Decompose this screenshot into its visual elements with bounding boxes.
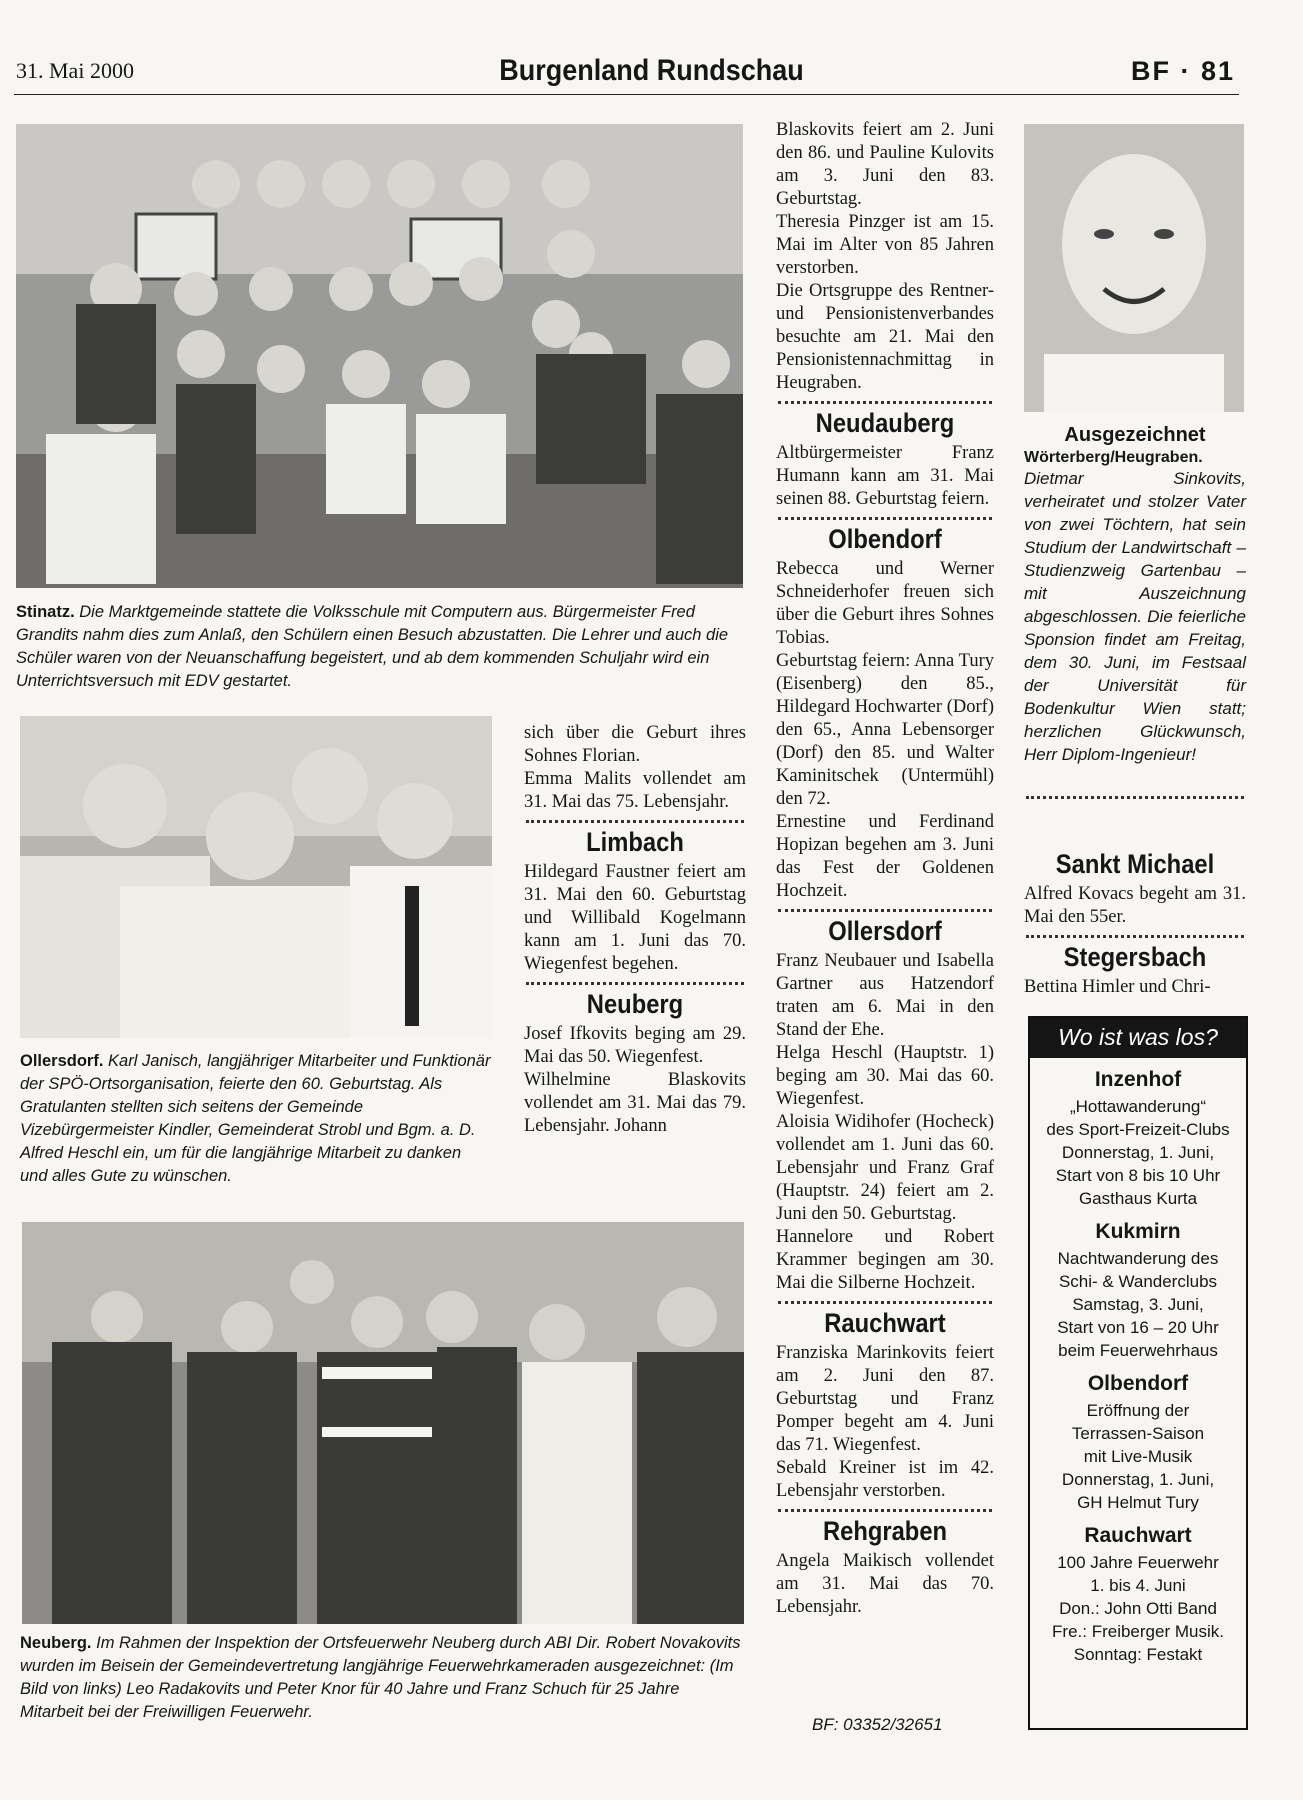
event-item bbox=[1030, 1068, 1246, 1210]
paragraph: Emma Malits vollendet am 31. Mai das 75. Lebensjahr. bbox=[524, 769, 746, 812]
section-heading: Neuberg bbox=[586, 989, 684, 1019]
event-line: Nachtwanderung des bbox=[1057, 1249, 1219, 1268]
dotted-divider bbox=[778, 1509, 992, 1512]
dotted-divider bbox=[778, 401, 992, 404]
event-line: Schi- & Wanderclubs bbox=[1058, 1272, 1218, 1291]
caption-stinatz bbox=[16, 601, 743, 693]
paragraph: Rebecca und Werner Schneiderhofer freuen sich über die Geburt ihres Sohnes Tobias. bbox=[776, 559, 994, 648]
paragraph: Ernestine und Ferdinand Hopizan begehen am 3. Juni das Fest der Goldenen Hochzeit. bbox=[776, 812, 994, 901]
paragraph: Theresia Pinzger ist am 15. Mai im Alter von 85 Jahren verstorben. bbox=[776, 212, 994, 278]
paragraph: Angela Maikisch vollendet am 31. Mai das 70. Lebensjahr. bbox=[776, 1551, 994, 1617]
caption-place: Ollersdorf. bbox=[20, 1052, 104, 1070]
event-place: Inzenhof bbox=[1094, 1068, 1182, 1091]
paragraph: Franziska Marinkovits feiert am 2. Juni den 87. Geburtstag und Franz Pomper begeht am 4. Juni das 71. Wiegenfest. bbox=[776, 1343, 994, 1455]
paragraph: Altbürgermeister Franz Humann kann am 31. Mai seinen 88. Geburtstag feiern. bbox=[776, 443, 994, 509]
event-item bbox=[1030, 1524, 1246, 1666]
paragraph: sich über die Geburt ihres Sohnes Florian. bbox=[524, 723, 746, 766]
caption-place: Stinatz. bbox=[16, 603, 75, 621]
column-right bbox=[776, 119, 994, 1619]
column-side bbox=[1024, 424, 1246, 803]
event-line: 1. bis 4. Juni bbox=[1090, 1576, 1186, 1595]
event-line: beim Feuerwehrhaus bbox=[1058, 1341, 1218, 1360]
dotted-divider bbox=[1026, 796, 1244, 799]
section-heading: Olbendorf bbox=[828, 524, 942, 554]
event-line: Donnerstag, 1. Juni, bbox=[1061, 1143, 1215, 1162]
event-line: Samstag, 3. Juni, bbox=[1072, 1295, 1204, 1314]
caption-ollersdorf bbox=[20, 1050, 492, 1188]
section-heading: Neudauberg bbox=[815, 408, 955, 438]
event-line: Fre.: Freiberger Musik. bbox=[1052, 1622, 1224, 1641]
page-number: BF · 81 bbox=[1130, 56, 1235, 86]
event-place: Rauchwart bbox=[1084, 1524, 1192, 1547]
phone-number: BF: 03352/32651 bbox=[812, 1715, 943, 1734]
dotted-divider bbox=[778, 1301, 992, 1304]
dotted-divider bbox=[778, 517, 992, 520]
section-heading: Ausgezeichnet bbox=[1064, 424, 1206, 446]
event-place: Olbendorf bbox=[1087, 1372, 1189, 1395]
dotted-divider bbox=[778, 909, 992, 912]
photo-ollersdorf bbox=[20, 716, 492, 1038]
event-line: mit Live-Musik bbox=[1083, 1447, 1193, 1466]
events-box bbox=[1028, 1016, 1248, 1730]
photo-portrait-sinkovits bbox=[1024, 124, 1244, 412]
paragraph: Franz Neubauer und Isabella Gartner aus Hatzendorf traten am 6. Mai in den Stand der Ehe. bbox=[776, 951, 994, 1040]
column-middle bbox=[524, 722, 746, 1138]
event-line: Terrassen-Saison bbox=[1071, 1424, 1205, 1443]
event-line: Start von 16 – 20 Uhr bbox=[1057, 1318, 1219, 1337]
section-heading: Sankt Michael bbox=[1055, 849, 1215, 879]
paragraph: Sebald Kreiner ist im 42. Lebensjahr verstorben. bbox=[776, 1458, 994, 1501]
caption-place: Neuberg. bbox=[20, 1634, 92, 1652]
paragraph: Bettina Himler und Chri- bbox=[1024, 977, 1211, 997]
event-line: Donnerstag, 1. Juni, bbox=[1061, 1470, 1215, 1489]
event-line: GH Helmut Tury bbox=[1077, 1493, 1199, 1512]
section-heading: Rauchwart bbox=[824, 1308, 946, 1338]
event-line: des Sport-Freizeit-Clubs bbox=[1046, 1120, 1230, 1139]
paragraph: Helga Heschl (Hauptstr. 1) beging am 30. Mai das 60. Wiegenfest. bbox=[776, 1043, 994, 1109]
paragraph: Die Ortsgruppe des Rentner- und Pensionistenverbandes besuchte am 21. Mai den Pensionistennachmittag in Heugraben. bbox=[776, 281, 994, 393]
dotted-divider bbox=[1026, 935, 1244, 938]
header-rule bbox=[14, 94, 1239, 95]
event-item bbox=[1030, 1372, 1246, 1514]
paragraph: Hannelore und Robert Krammer begingen am 30. Mai die Silberne Hochzeit. bbox=[776, 1227, 994, 1293]
caption-text: Die Marktgemeinde stattete die Volksschule mit Computern aus. Bürgermeister Fred Grandits nahm dies zum Anlaß, den Schülern einen Besuch abzustatten. Die Lehrer und auch die Schüler waren von der Neuanschaffung begeistert, und ab dem kommenden Schuljahr wird ein Unterrichtsversuch mit EDV gestartet. bbox=[16, 603, 729, 690]
event-line: Don.: John Otti Band bbox=[1059, 1599, 1217, 1618]
paragraph: Blaskovits feiert am 2. Juni den 86. und Pauline Kulovits am 3. Juni den 83. Geburtstag. bbox=[776, 120, 994, 209]
dotted-divider bbox=[526, 820, 744, 823]
paragraph: Hildegard Faustner feiert am 31. Mai den 60. Geburtstag und Willibald Kogelmann kann am 1. Juni das 70. Wiegenfest begehen. bbox=[524, 862, 746, 974]
paragraph: Aloisia Widihofer (Hocheck) vollendet am 1. Juni das 60. Lebensjahr und Franz Graf (Hauptstr. 24) feiert am 2. Juni den 50. Geburtstag. bbox=[776, 1112, 994, 1224]
event-line: „Hottawanderung“ bbox=[1069, 1097, 1207, 1116]
event-line: 100 Jahre Feuerwehr bbox=[1057, 1553, 1219, 1572]
issue-date: 31. Mai 2000 bbox=[16, 58, 134, 83]
paragraph: Wilhelmine Blaskovits vollendet am 31. Mai das 79. Lebensjahr. Johann bbox=[524, 1070, 746, 1136]
section-heading: Limbach bbox=[586, 827, 684, 857]
event-line: Eröffnung der bbox=[1086, 1401, 1190, 1420]
photo-neuberg-firefighters bbox=[22, 1222, 744, 1624]
photo-stinatz-class bbox=[16, 124, 743, 588]
dotted-divider bbox=[526, 982, 744, 985]
section-heading: Ollersdorf bbox=[828, 916, 942, 946]
award-place: Wörterberg/Heugraben. bbox=[1024, 449, 1203, 466]
paragraph: Geburtstag feiern: Anna Tury (Eisenberg) den 85., Hildegard Hochwarter (Dorf) den 65., Anna Lebensorger (Dorf) den 85. und Walter Kaminitschek (Untermühl) den 72. bbox=[776, 651, 994, 809]
event-item bbox=[1030, 1220, 1246, 1362]
caption-text: Karl Janisch, langjähriger Mitarbeiter und Funktionär der SPÖ-Ortsorganisation, feierte den 60. Geburtstag. Als Gratulanten stellten sich seitens der Gemeinde Vizebürgermeister Kindler, Gemeinderat Strobl und Bgm. a. D. Alfred Heschl ein, um für die langjährige Mitarbeit zu danken und alles Gute zu wünschen. bbox=[20, 1052, 491, 1185]
section-heading: Rehgraben bbox=[822, 1516, 948, 1546]
newspaper-title: Burgenland Rundschau bbox=[499, 54, 804, 87]
paragraph: Josef Ifkovits beging am 29. Mai das 50. Wiegenfest. bbox=[524, 1024, 746, 1067]
section-heading: Stegersbach bbox=[1063, 942, 1207, 972]
column-side-lower bbox=[1024, 845, 1246, 999]
paragraph: Alfred Kovacs begeht am 31. Mai den 55er. bbox=[1024, 884, 1246, 927]
event-line: Sonntag: Festakt bbox=[1073, 1645, 1203, 1664]
caption-text: Im Rahmen der Inspektion der Ortsfeuerwehr Neuberg durch ABI Dir. Robert Novakovits wurden im Beisein der Gemeindevertretung langjährige Feuerwehrkameraden ausgezeichnet: (Im Bild von links) Leo Radakovits und Peter Knor für 40 Jahre und Franz Schuch für 25 Jahre Mitarbeit bei der Freiwilligen Feuerwehr. bbox=[20, 1634, 741, 1721]
caption-neuberg bbox=[20, 1632, 746, 1724]
event-line: Gasthaus Kurta bbox=[1078, 1189, 1198, 1208]
event-place: Kukmirn bbox=[1095, 1220, 1181, 1243]
events-box-title: Wo ist was los? bbox=[1030, 1018, 1246, 1058]
event-line: Start von 8 bis 10 Uhr bbox=[1055, 1166, 1221, 1185]
award-text: Dietmar Sinkovits, verheiratet und stolzer Vater von zwei Töchtern, hat sein Studium der Landwirtschaft – Studienzweig Gartenbau – mit Auszeichnung abgeschlossen. Die feierliche Sponsion findet am Freitag, dem 30. Juni, im Festsaal der Universität für Bodenkultur Wien statt; herzlichen Glückwunsch, Herr Diplom-Ingenieur! bbox=[1024, 469, 1246, 764]
